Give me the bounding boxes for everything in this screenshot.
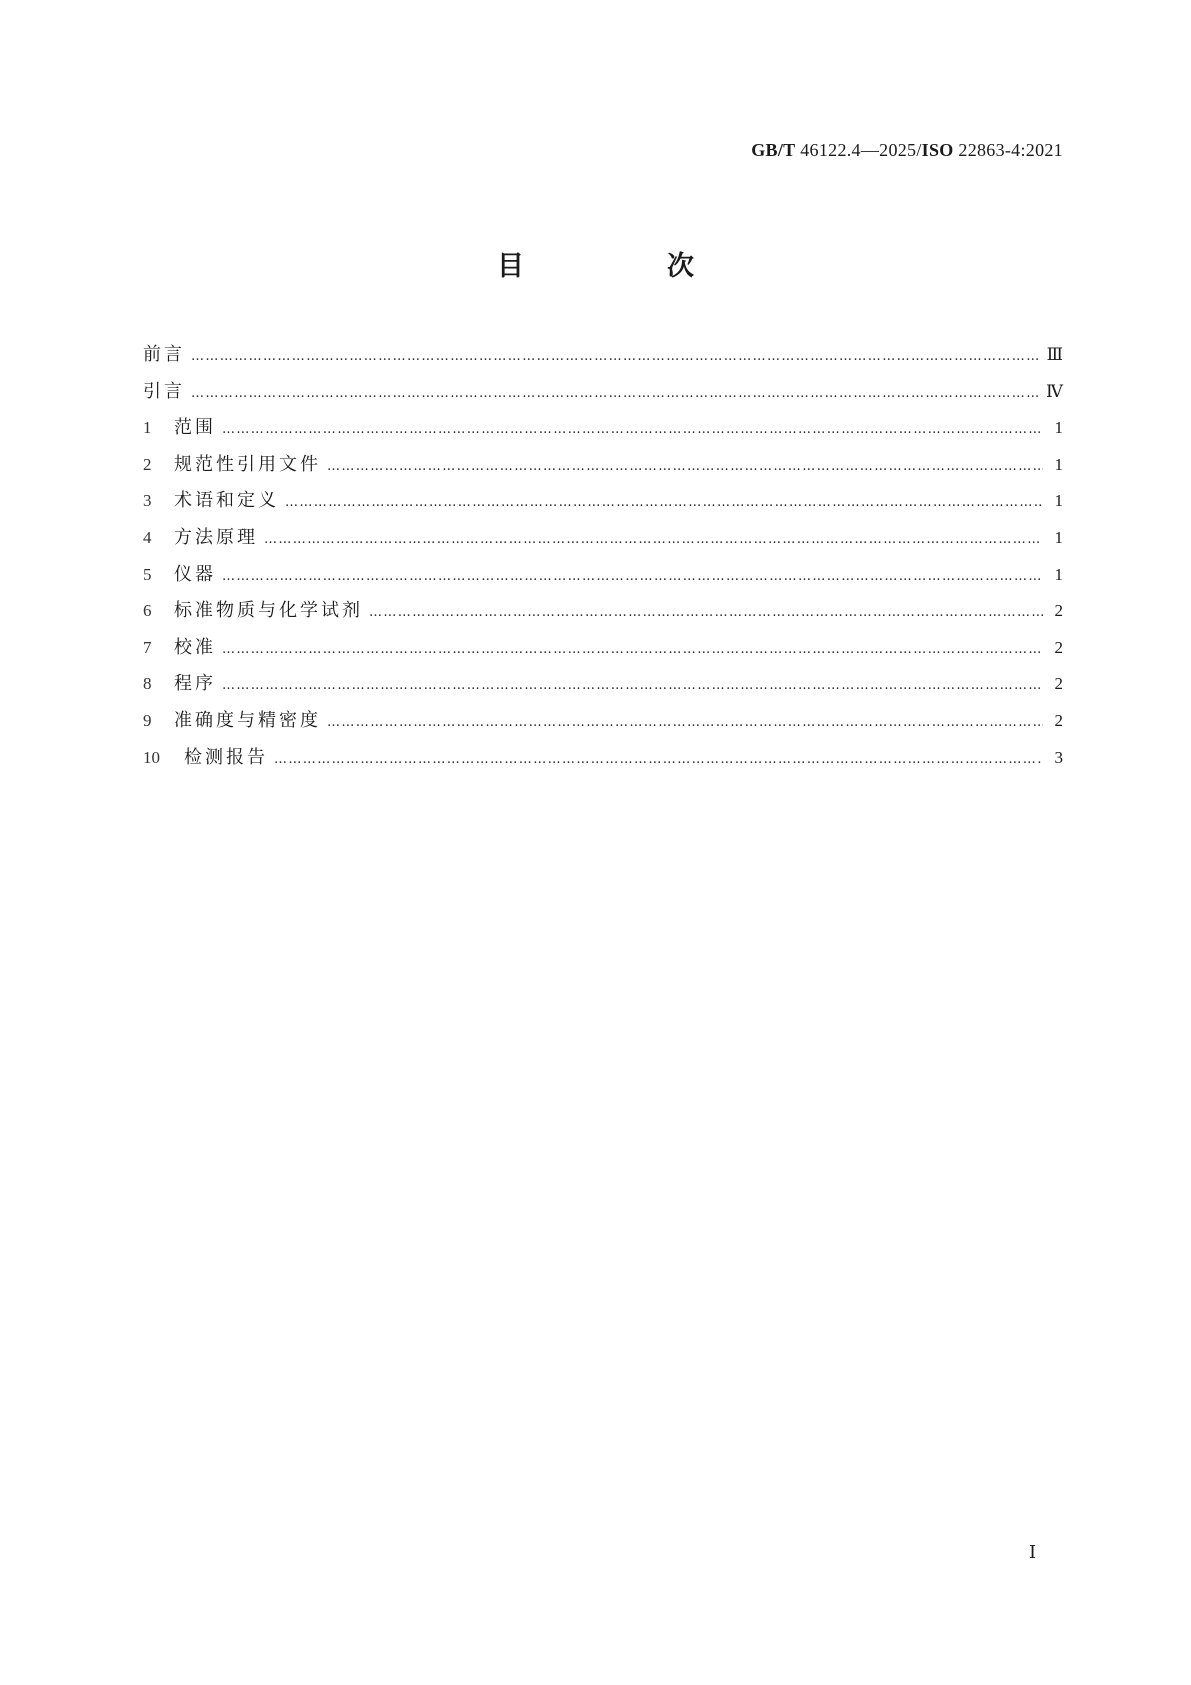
toc-entry-number: 10 xyxy=(143,747,160,767)
toc-entry-page: Ⅳ xyxy=(1046,381,1063,401)
toc-entry-page: 2 xyxy=(1054,710,1063,730)
toc-entry-principle[interactable] xyxy=(143,520,1063,557)
toc-entry-page: 1 xyxy=(1054,454,1063,474)
iso-prefix: ISO xyxy=(921,140,954,160)
toc-entry-page: 1 xyxy=(1054,491,1063,511)
toc-entry-label: 术语和定义 xyxy=(174,490,279,512)
toc-entry-page: 3 xyxy=(1054,747,1063,767)
toc-leader-dots xyxy=(274,742,1043,779)
toc-entry-calibration[interactable] xyxy=(143,630,1063,667)
toc-entry-page: 2 xyxy=(1054,601,1063,621)
toc-entry-label: 程序 xyxy=(174,673,216,695)
toc-entry-reference-materials[interactable] xyxy=(143,593,1063,630)
toc-entry-number: 5 xyxy=(143,564,152,584)
toc-entry-test-report[interactable] xyxy=(143,740,1063,777)
toc-leader-dots xyxy=(264,522,1043,559)
toc-entry-label: 准确度与精密度 xyxy=(174,709,321,731)
standard-number: 46122.4—2025/ xyxy=(800,140,922,160)
toc-leader-dots xyxy=(327,449,1043,486)
iso-number: 22863-4:2021 xyxy=(958,140,1063,160)
table-of-contents xyxy=(143,337,1063,776)
toc-entry-number: 6 xyxy=(143,601,152,621)
toc-leader-dots xyxy=(222,412,1043,449)
toc-entry-label: 前言 xyxy=(143,344,185,365)
toc-leader-dots xyxy=(191,339,1041,376)
toc-leader-dots xyxy=(285,485,1043,522)
toc-entry-procedure[interactable] xyxy=(143,666,1063,703)
toc-leader-dots xyxy=(222,632,1043,669)
toc-entry-number: 7 xyxy=(143,637,152,657)
toc-entry-label: 校准 xyxy=(174,636,216,658)
toc-leader-dots xyxy=(327,705,1043,742)
toc-entry-label: 仪器 xyxy=(174,563,216,585)
toc-entry-page: 2 xyxy=(1054,637,1063,657)
toc-entry-page: 2 xyxy=(1054,674,1063,694)
toc-entry-label: 标准物质与化学试剂 xyxy=(174,600,363,622)
toc-leader-dots xyxy=(369,595,1043,632)
toc-entry-number: 1 xyxy=(143,418,152,438)
toc-entry-label: 规范性引用文件 xyxy=(174,453,321,475)
page-title: 目 次 xyxy=(497,251,752,282)
toc-entry-normative-references[interactable] xyxy=(143,447,1063,484)
toc-entry-page: Ⅲ xyxy=(1046,345,1063,364)
toc-entry-label: 检测报告 xyxy=(184,746,268,768)
toc-leader-dots xyxy=(222,559,1043,596)
toc-entry-apparatus[interactable] xyxy=(143,557,1063,594)
page-number: Ⅰ xyxy=(1029,1542,1037,1562)
toc-entry-label: 引言 xyxy=(143,380,185,402)
toc-entry-number: 4 xyxy=(143,527,152,547)
toc-entry-accuracy-precision[interactable] xyxy=(143,703,1063,740)
toc-entry-page: 1 xyxy=(1054,418,1063,438)
toc-leader-dots xyxy=(191,376,1040,413)
toc-entry-label: 方法原理 xyxy=(174,526,258,548)
toc-entry-foreword[interactable] xyxy=(143,337,1063,374)
toc-entry-page: 1 xyxy=(1054,527,1063,547)
toc-entry-page: 1 xyxy=(1054,564,1063,584)
toc-entry-number: 3 xyxy=(143,491,152,511)
toc-entry-label: 范围 xyxy=(174,417,216,439)
toc-entry-number: 2 xyxy=(143,454,152,474)
toc-entry-terms-definitions[interactable] xyxy=(143,483,1063,520)
toc-leader-dots xyxy=(222,668,1043,705)
toc-entry-number: 8 xyxy=(143,674,152,694)
toc-entry-scope[interactable] xyxy=(143,410,1063,447)
standard-prefix: GB/T xyxy=(751,140,796,160)
toc-entry-introduction[interactable] xyxy=(143,374,1063,411)
standard-code-header xyxy=(751,140,1063,161)
toc-entry-number: 9 xyxy=(143,710,152,730)
